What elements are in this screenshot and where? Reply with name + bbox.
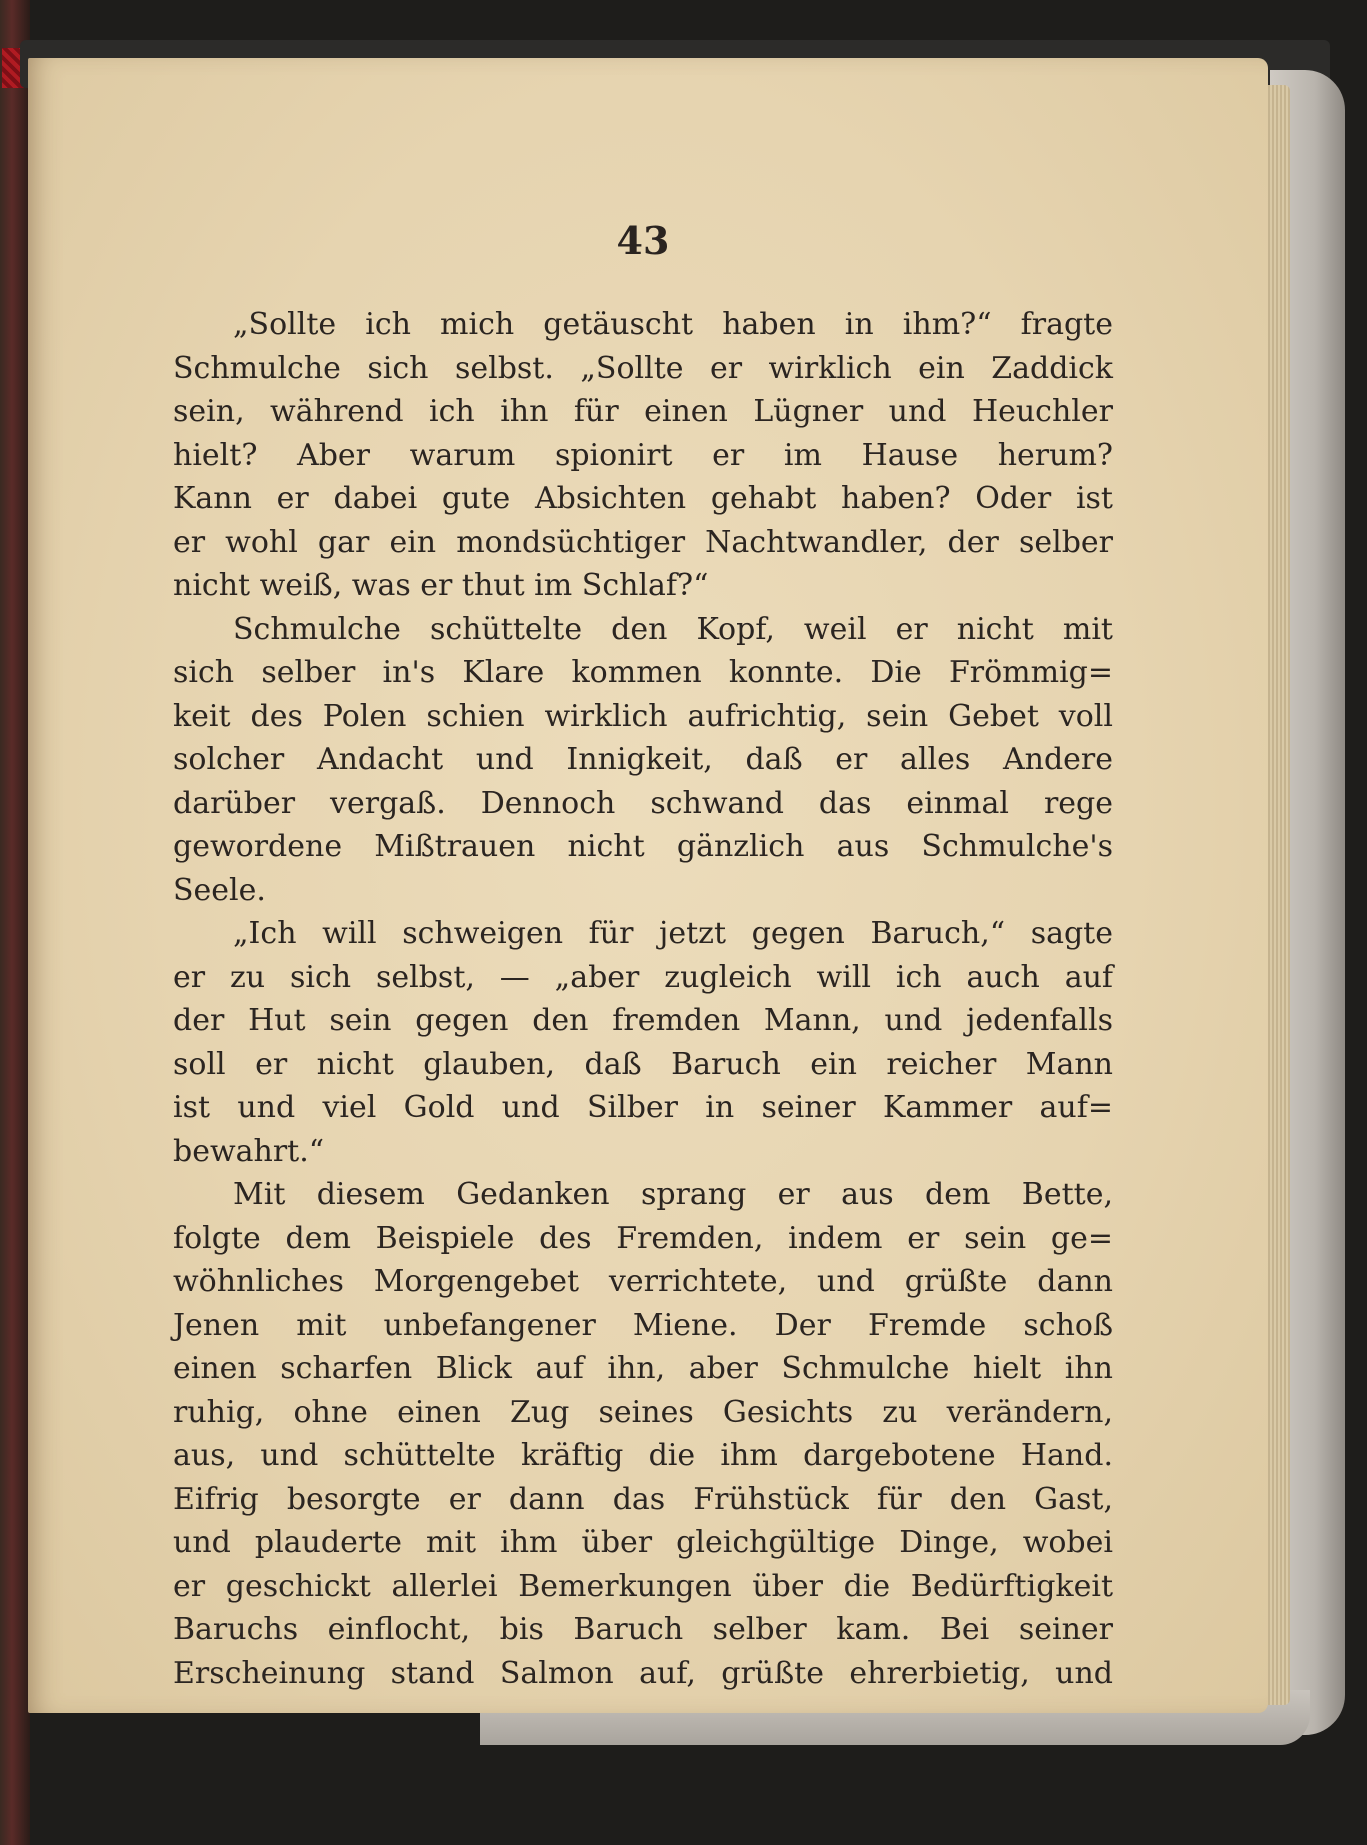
text-line: sich selber in's Klare kommen konnte. Die Frömmig= [173,655,1113,690]
text-line: er geschickt allerlei Bemerkungen über die Bedürftigkeit [173,1568,1113,1604]
text-line: folgte dem Beispiele des Fremden, indem er sein ge= [173,1220,1113,1256]
text-line: einen scharfen Blick auf ihn, aber Schmulche hielt ihn [173,1351,1113,1386]
text-line: Jenen mit unbefangener Miene. Der Fremde schoß [173,1307,1113,1343]
text-line: bewahrt.“ [173,1133,325,1169]
text-line: Eifrig besorgte er dann das Frühstück für den Gast, [173,1481,1113,1517]
text-line: Mit diesem Gedanken sprang er aus dem Bette, [233,1177,1113,1212]
book-spine [0,0,30,1845]
text-line: „Sollte ich mich getäuscht haben in ihm?“ fragte [233,307,1113,342]
text-line: „Ich will schweigen für jetzt gegen Baruch,“ sagte [233,916,1113,951]
text-line: Seele. [173,872,266,908]
text-line: gewordene Mißtrauen nicht gänzlich aus Schmulche's [173,829,1113,864]
text-line: Kann er dabei gute Absichten gehabt haben? Oder ist [173,481,1113,516]
text-line: Erscheinung stand Salmon auf, grüßte ehrerbietig, und [173,1655,1113,1691]
text-line: und plauderte mit ihm über gleichgültige Dinge, wobei [173,1525,1113,1560]
text-line: er wohl gar ein mondsüchtiger Nachtwandler, der selber [173,524,1113,560]
page-number: 43 [616,218,670,263]
text-line: Schmulche sich selbst. „Sollte er wirklich ein Zaddick [173,350,1113,386]
text-line: darüber vergaß. Dennoch schwand das einmal rege [173,785,1113,821]
book-page [28,58,1268,1713]
page-text [173,303,1113,1695]
text-line: keit des Polen schien wirklich aufrichtig, sein Gebet voll [173,698,1113,734]
text-line: aus, und schüttelte kräftig die ihm dargebotene Hand. [173,1438,1113,1473]
text-line: Schmulche schüttelte den Kopf, weil er nicht mit [233,611,1113,647]
text-line: ruhig, ohne einen Zug seines Gesichts zu verändern, [173,1394,1113,1430]
text-line: sein, während ich ihn für einen Lügner und Heuchler [173,394,1113,429]
text-line: er zu sich selbst, — „aber zugleich will ich auch auf [173,959,1113,995]
text-line: Baruchs einflocht, bis Baruch selber kam. Bei seiner [173,1612,1113,1647]
text-line: hielt? Aber warum spionirt er im Hause herum? [173,437,1113,473]
text-line: soll er nicht glauben, daß Baruch ein reicher Mann [173,1046,1113,1082]
text-line: ist und viel Gold und Silber in seiner Kammer auf= [173,1090,1113,1125]
text-line: der Hut sein gegen den fremden Mann, und jedenfalls [173,1003,1113,1038]
text-line: wöhnliches Morgengebet verrichtete, und grüßte dann [173,1264,1113,1299]
text-line: solcher Andacht und Innigkeit, daß er alles Andere [173,742,1113,777]
text-line: nicht weiß, was er thut im Schlaf?“ [173,568,709,603]
